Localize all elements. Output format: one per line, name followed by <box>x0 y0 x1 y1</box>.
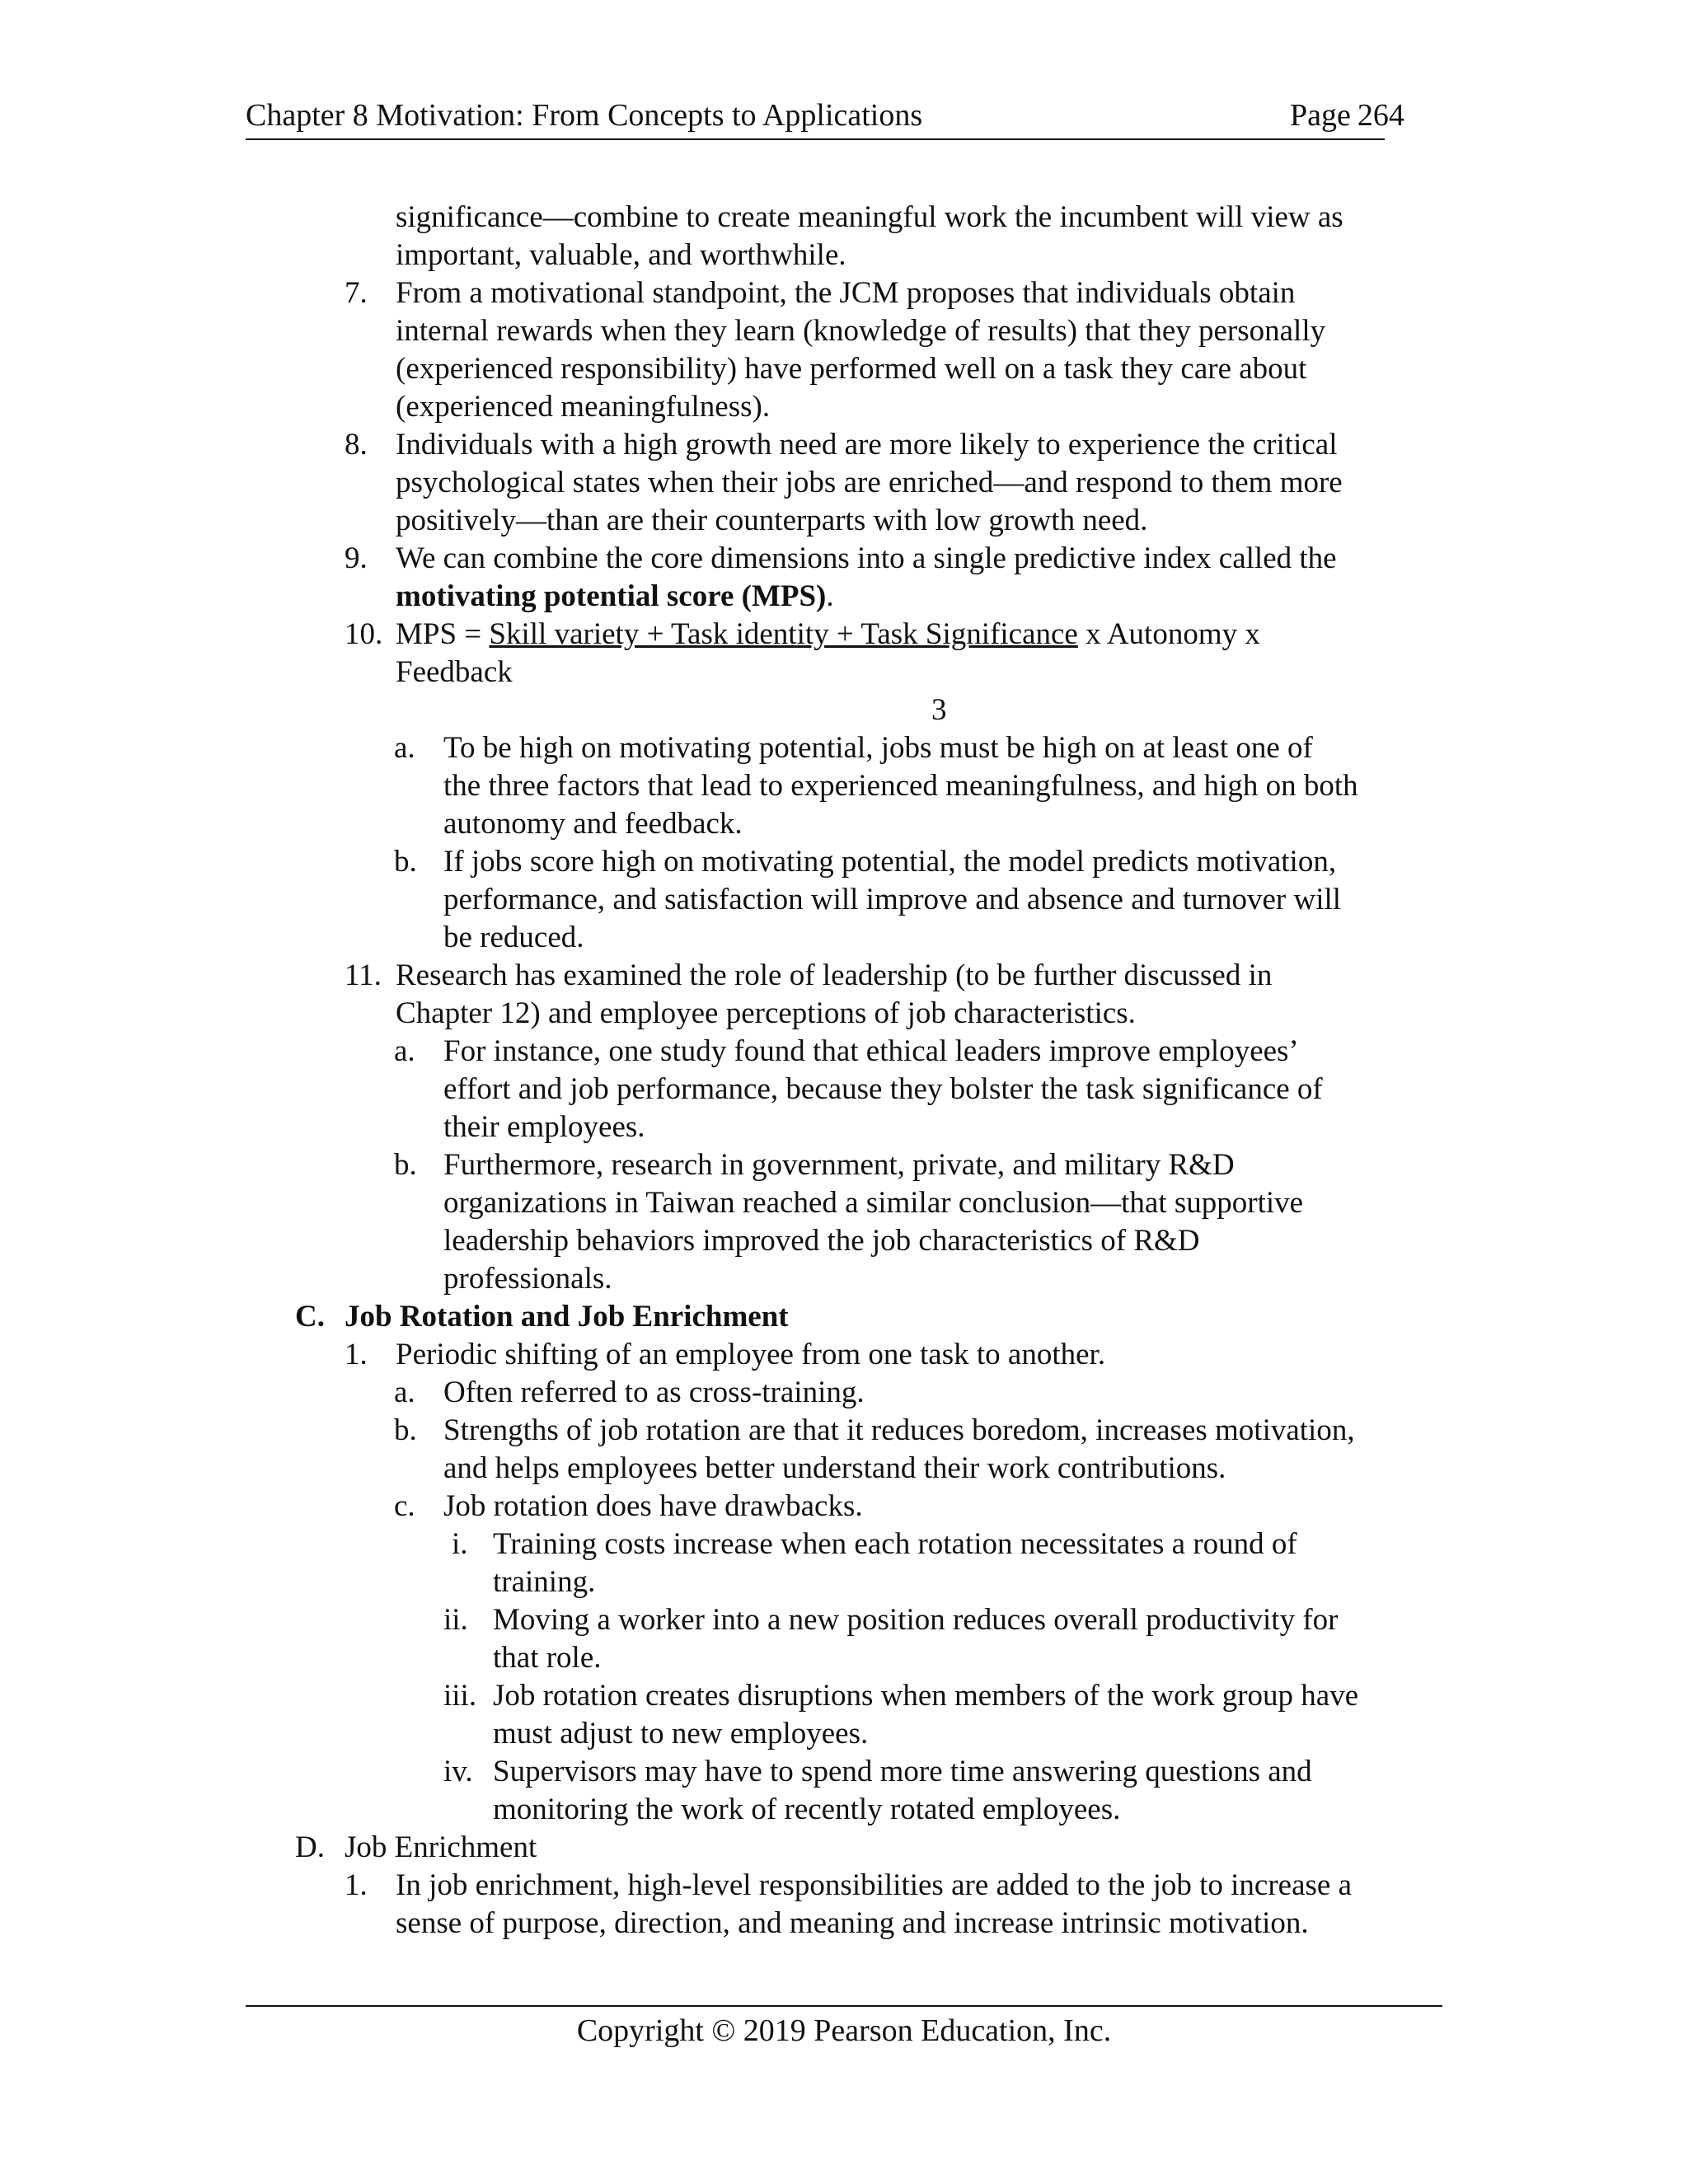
text-line: To be high on motivating potential, jobs must be high on at least one of <box>443 731 1313 765</box>
text-line: We can combine the core dimensions into a single predictive index called the <box>396 541 1337 575</box>
formula-denominator: 3 <box>931 693 947 727</box>
text-line: be reduced. <box>443 921 584 954</box>
text-line: Individuals with a high growth need are more likely to experience the critical <box>396 428 1338 462</box>
text-line: must adjust to new employees. <box>493 1717 869 1750</box>
section-heading: Job Enrichment <box>345 1830 537 1864</box>
list-marker: 9. <box>345 541 368 575</box>
mps-formula <box>396 616 1260 653</box>
list-marker: b. <box>394 1148 417 1182</box>
text-line: autonomy and feedback. <box>443 807 743 841</box>
chapter-title: Chapter 8 Motivation: From Concepts to Applications <box>246 98 923 133</box>
text-line: organizations in Taiwan reached a similar conclusion—that supportive <box>443 1186 1304 1220</box>
text-line: sense of purpose, direction, and meaning and increase intrinsic motivation. <box>396 1906 1309 1940</box>
list-marker: b. <box>394 1413 417 1447</box>
formula-numerator: Skill variety + Task identity + Task Significance <box>489 617 1078 651</box>
text-line: (experienced meaningfulness). <box>396 390 771 424</box>
footer-rule <box>246 2005 1442 2007</box>
text-line: From a motivational standpoint, the JCM proposes that individuals obtain <box>396 276 1296 310</box>
text-line: Job rotation does have drawbacks. <box>443 1489 863 1523</box>
page-number <box>1290 97 1404 134</box>
text-line: performance, and satisfaction will improve and absence and turnover will <box>443 883 1342 916</box>
text-line: Furthermore, research in government, private, and military R&D <box>443 1148 1235 1182</box>
text-line: their employees. <box>443 1110 645 1144</box>
section-marker: C. <box>295 1300 325 1333</box>
list-marker: ii. <box>443 1603 468 1637</box>
text-line: In job enrichment, high-level responsibilities are added to the job to increase a <box>396 1868 1352 1902</box>
text-line: (experienced responsibility) have performed well on a task they care about <box>396 352 1307 386</box>
text-line: internal rewards when they learn (knowledge of results) that they personally <box>396 314 1326 348</box>
formula-prefix: MPS = <box>396 617 490 651</box>
list-marker: iii. <box>443 1679 477 1713</box>
text-line: important, valuable, and worthwhile. <box>396 238 846 272</box>
page-label: Page <box>1290 98 1351 133</box>
copyright-notice: Copyright © 2019 Pearson Education, Inc. <box>576 2013 1112 2048</box>
text-line: the three factors that lead to experienced meaningfulness, and high on both <box>443 769 1358 803</box>
list-marker: 8. <box>345 428 368 462</box>
text-line: Chapter 12) and employee perceptions of job characteristics. <box>396 996 1136 1030</box>
text-line: Moving a worker into a new position reduces overall productivity for <box>493 1603 1339 1637</box>
text-line: training. <box>493 1565 596 1599</box>
list-marker: c. <box>394 1489 415 1523</box>
mps-term: motivating potential score (MPS) <box>396 579 827 613</box>
text-line: psychological states when their jobs are enriched—and respond to them more <box>396 466 1343 499</box>
list-marker: 1. <box>345 1338 368 1371</box>
list-marker: 1. <box>345 1868 368 1902</box>
formula-suffix: x Autonomy x <box>1077 617 1260 651</box>
text-line: and helps employees better understand their work contributions. <box>443 1451 1226 1485</box>
list-marker: 7. <box>345 276 368 310</box>
text-punct: . <box>826 579 834 613</box>
list-marker: iv. <box>443 1755 473 1788</box>
header-rule <box>246 138 1385 140</box>
text-line: positively—than are their counterparts with low growth need. <box>396 504 1148 537</box>
text-line: leadership behaviors improved the job characteristics of R&D <box>443 1224 1200 1258</box>
list-marker: 10. <box>345 617 383 651</box>
list-marker: a. <box>394 731 415 765</box>
text-line: professionals. <box>443 1262 612 1296</box>
text-line: If jobs score high on motivating potential, the model predicts motivation, <box>443 845 1337 879</box>
list-marker: i. <box>452 1527 468 1561</box>
text-line: Strengths of job rotation are that it reduces boredom, increases motivation, <box>443 1413 1355 1447</box>
text-line: Research has examined the role of leadership (to be further discussed in <box>396 958 1273 992</box>
text-line: Training costs increase when each rotation necessitates a round of <box>493 1527 1297 1561</box>
list-marker: b. <box>394 845 417 879</box>
text-line: Job rotation creates disruptions when members of the work group have <box>493 1679 1359 1713</box>
section-marker: D. <box>295 1830 325 1864</box>
text-line: effort and job performance, because they bolster the task significance of <box>443 1072 1323 1106</box>
text-line: significance—combine to create meaningful work the incumbent will view as <box>396 200 1343 234</box>
section-heading: Job Rotation and Job Enrichment <box>345 1300 789 1333</box>
text-line: Periodic shifting of an employee from one task to another. <box>396 1338 1106 1371</box>
text-line: monitoring the work of recently rotated employees. <box>493 1793 1121 1826</box>
text-line: For instance, one study found that ethical leaders improve employees’ <box>443 1034 1299 1068</box>
text-line: Feedback <box>396 655 513 689</box>
text-line: Often referred to as cross-training. <box>443 1376 865 1409</box>
text-line <box>396 579 834 615</box>
list-marker: a. <box>394 1034 415 1068</box>
list-marker: a. <box>394 1376 415 1409</box>
list-marker: 11. <box>345 958 382 992</box>
text-line: Supervisors may have to spend more time answering questions and <box>493 1755 1312 1788</box>
text-line: that role. <box>493 1641 602 1675</box>
page-number-value: 264 <box>1357 98 1404 133</box>
